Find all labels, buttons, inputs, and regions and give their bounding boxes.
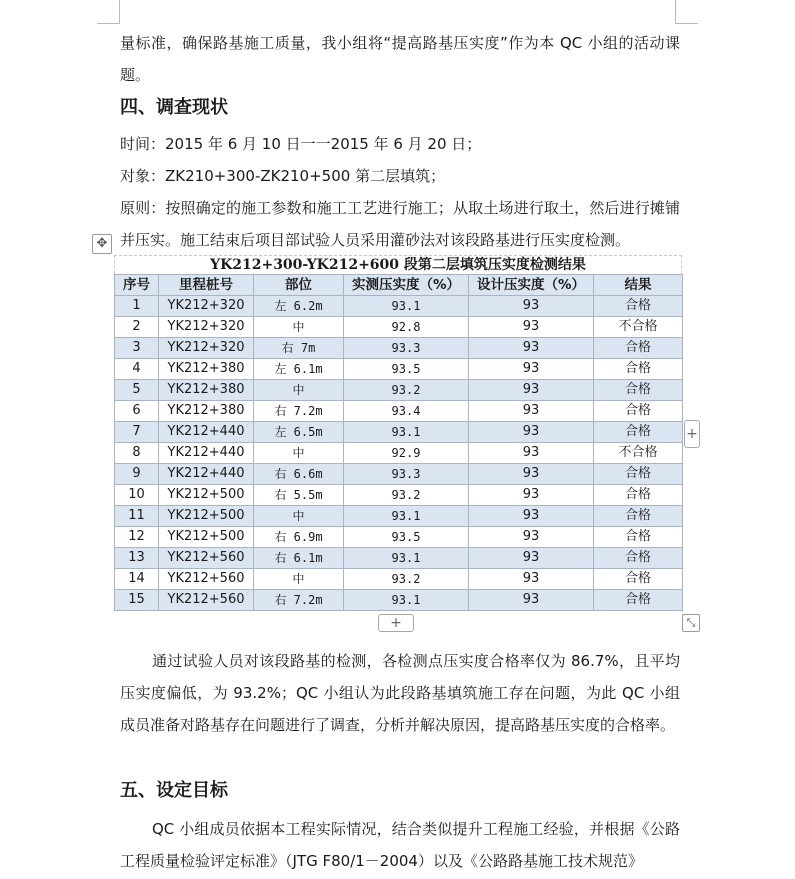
cell-measured: 92.8 <box>344 317 469 338</box>
cell-index: 3 <box>115 338 159 359</box>
cell-station: YK212+500 <box>159 527 254 548</box>
cell-result: 合格 <box>594 506 683 527</box>
cell-measured: 93.1 <box>344 590 469 611</box>
cell-station: YK212+560 <box>159 590 254 611</box>
table-row <box>115 527 683 548</box>
table-row <box>115 485 683 506</box>
table-row <box>115 464 683 485</box>
cell-index: 14 <box>115 569 159 590</box>
cell-measured: 93.1 <box>344 506 469 527</box>
table-title: YK212+300-YK212+600 段第二层填筑压实度检测结果 <box>114 255 682 274</box>
cell-design: 93 <box>469 422 594 443</box>
cell-index: 10 <box>115 485 159 506</box>
cell-result: 不合格 <box>594 443 683 464</box>
survey-principle: 原则：按照确定的施工参数和施工工艺进行施工；从取土场进行取土，然后进行摊铺并压实。施工结束后项目部试验人员采用灌砂法对该段路基进行压实度检测。 <box>120 199 680 249</box>
cell-result: 合格 <box>594 527 683 548</box>
cell-result: 合格 <box>594 380 683 401</box>
cell-station: YK212+380 <box>159 380 254 401</box>
cell-design: 93 <box>469 590 594 611</box>
cell-measured: 93.1 <box>344 548 469 569</box>
cell-station: YK212+440 <box>159 443 254 464</box>
cell-result: 合格 <box>594 548 683 569</box>
table-row <box>115 380 683 401</box>
cell-index: 8 <box>115 443 159 464</box>
cell-measured: 93.3 <box>344 338 469 359</box>
cell-station: YK212+380 <box>159 359 254 380</box>
cell-index: 13 <box>115 548 159 569</box>
cell-result: 合格 <box>594 401 683 422</box>
cell-station: YK212+440 <box>159 464 254 485</box>
table-header-row <box>115 275 683 296</box>
add-column-button[interactable]: + <box>684 420 700 448</box>
cell-station: YK212+560 <box>159 548 254 569</box>
crop-mark-left-horizontal <box>97 23 120 24</box>
cell-result: 不合格 <box>594 317 683 338</box>
crop-mark-right-horizontal <box>675 23 698 24</box>
table-row <box>115 401 683 422</box>
cell-result: 合格 <box>594 590 683 611</box>
cell-result: 合格 <box>594 338 683 359</box>
cell-station: YK212+440 <box>159 422 254 443</box>
cell-station: YK212+500 <box>159 485 254 506</box>
cell-position: 左 6.5m <box>254 422 344 443</box>
cell-index: 12 <box>115 527 159 548</box>
cell-index: 9 <box>115 464 159 485</box>
table-resize-handle-icon[interactable]: ⤡ <box>682 614 700 632</box>
section-heading-survey: 四、调查现状 <box>120 97 228 118</box>
cell-measured: 93.2 <box>344 485 469 506</box>
cell-measured: 93.5 <box>344 527 469 548</box>
cell-design: 93 <box>469 506 594 527</box>
cell-index: 6 <box>115 401 159 422</box>
table-row <box>115 338 683 359</box>
crop-mark-left-vertical <box>119 0 120 24</box>
header-measured: 实测压实度（%） <box>344 275 469 296</box>
cell-station: YK212+320 <box>159 338 254 359</box>
paragraph-result: 通过试验人员对该段路基的检测，各检测点压实度合格率仅为 86.7%，且平均压实度偏低，为 93.2%；QC 小组认为此段路基填筑施工存在问题，为此 QC 小组成员准备对路基存在问题进行了调查，分析并解决原因，提高路基压实度的合格率。 <box>120 652 680 734</box>
table-row <box>115 443 683 464</box>
header-result: 结果 <box>594 275 683 296</box>
survey-time: 时间：2015 年 6 月 10 日一一2015 年 6 月 20 日； <box>120 135 482 153</box>
cell-index: 4 <box>115 359 159 380</box>
cell-station: YK212+380 <box>159 401 254 422</box>
cell-position: 中 <box>254 317 344 338</box>
section-heading-goal: 五、设定目标 <box>120 780 228 801</box>
paragraph-intro: 量标准，确保路基施工质量，我小组将“提高路基压实度”作为本 QC 小组的活动课题。 <box>120 34 680 84</box>
crop-mark-right-vertical <box>675 0 676 24</box>
cell-measured: 93.1 <box>344 422 469 443</box>
cell-design: 93 <box>469 485 594 506</box>
cell-result: 合格 <box>594 359 683 380</box>
cell-result: 合格 <box>594 569 683 590</box>
cell-position: 中 <box>254 380 344 401</box>
cell-position: 左 6.2m <box>254 296 344 317</box>
cell-index: 1 <box>115 296 159 317</box>
table-row <box>115 506 683 527</box>
cell-measured: 93.2 <box>344 380 469 401</box>
table-row <box>115 569 683 590</box>
cell-result: 合格 <box>594 296 683 317</box>
cell-index: 15 <box>115 590 159 611</box>
cell-position: 左 6.1m <box>254 359 344 380</box>
cell-design: 93 <box>469 464 594 485</box>
cell-design: 93 <box>469 296 594 317</box>
header-design: 设计压实度（%） <box>469 275 594 296</box>
cell-result: 合格 <box>594 464 683 485</box>
survey-object: 对象：ZK210+300-ZK210+500 第二层填筑； <box>120 167 446 185</box>
cell-position: 右 6.1m <box>254 548 344 569</box>
cell-position: 右 6.9m <box>254 527 344 548</box>
cell-design: 93 <box>469 317 594 338</box>
cell-result: 合格 <box>594 422 683 443</box>
table-row <box>115 422 683 443</box>
table-row <box>115 548 683 569</box>
cell-design: 93 <box>469 443 594 464</box>
cell-design: 93 <box>469 338 594 359</box>
cell-station: YK212+320 <box>159 296 254 317</box>
cell-measured: 92.9 <box>344 443 469 464</box>
cell-position: 右 7.2m <box>254 401 344 422</box>
cell-index: 11 <box>115 506 159 527</box>
cell-position: 右 6.6m <box>254 464 344 485</box>
table-row <box>115 359 683 380</box>
cell-position: 中 <box>254 443 344 464</box>
cell-design: 93 <box>469 401 594 422</box>
header-index: 序号 <box>115 275 159 296</box>
cell-station: YK212+320 <box>159 317 254 338</box>
cell-station: YK212+560 <box>159 569 254 590</box>
paragraph-goal: QC 小组成员依据本工程实际情况，结合类似提升工程施工经验，并根据《公路工程质量检验评定标准》（JTG F80/1－2004）以及《公路路基施工技术规范》 <box>120 820 680 870</box>
table-row <box>115 590 683 611</box>
add-row-button[interactable]: + <box>378 614 414 632</box>
table-row <box>115 296 683 317</box>
cell-measured: 93.4 <box>344 401 469 422</box>
header-station: 里程桩号 <box>159 275 254 296</box>
cell-measured: 93.3 <box>344 464 469 485</box>
cell-design: 93 <box>469 359 594 380</box>
table-move-handle-icon[interactable]: ✥ <box>92 234 112 254</box>
cell-index: 2 <box>115 317 159 338</box>
cell-station: YK212+500 <box>159 506 254 527</box>
cell-index: 7 <box>115 422 159 443</box>
cell-position: 右 7.2m <box>254 590 344 611</box>
table-row <box>115 317 683 338</box>
cell-position: 中 <box>254 506 344 527</box>
test-results-table <box>114 255 682 611</box>
cell-design: 93 <box>469 527 594 548</box>
cell-design: 93 <box>469 548 594 569</box>
cell-design: 93 <box>469 569 594 590</box>
header-position: 部位 <box>254 275 344 296</box>
cell-measured: 93.5 <box>344 359 469 380</box>
cell-position: 右 7m <box>254 338 344 359</box>
cell-measured: 93.1 <box>344 296 469 317</box>
cell-position: 右 5.5m <box>254 485 344 506</box>
cell-index: 5 <box>115 380 159 401</box>
cell-result: 合格 <box>594 485 683 506</box>
cell-measured: 93.2 <box>344 569 469 590</box>
cell-position: 中 <box>254 569 344 590</box>
cell-design: 93 <box>469 380 594 401</box>
